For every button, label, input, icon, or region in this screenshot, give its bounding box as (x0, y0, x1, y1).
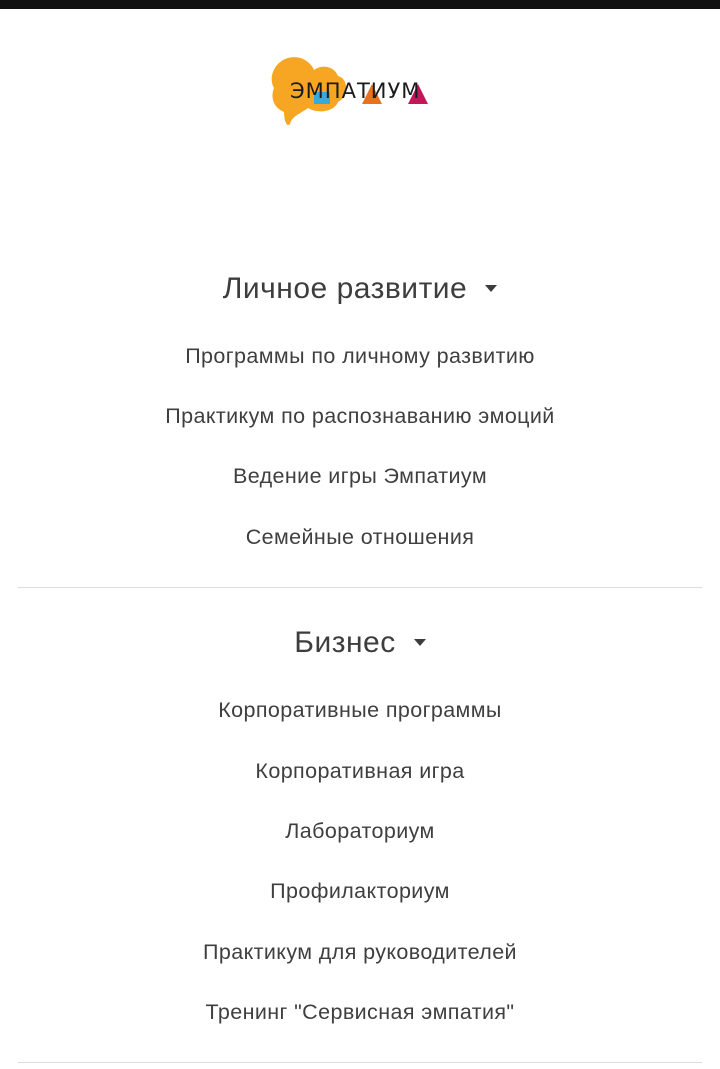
caret-down-icon (414, 639, 426, 646)
menu-item-empatium-game[interactable]: Ведение игры Эмпатиум (232, 464, 488, 488)
menu-item-corporate-programs[interactable]: Корпоративные программы (218, 698, 502, 722)
section-header-business[interactable] (0, 626, 720, 660)
menu-item-personal-programs[interactable]: Программы по личному развитию (185, 344, 535, 368)
menu-item-leaders-practicum[interactable]: Практикум для руководителей (203, 940, 517, 964)
caret-down-icon (485, 285, 497, 292)
section-header-personal[interactable] (0, 272, 720, 306)
section-divider (18, 587, 702, 588)
menu-item-laboratorium[interactable]: Лабораториум (285, 819, 435, 843)
menu-item-family-relations[interactable]: Семейные отношения (245, 525, 475, 549)
menu-item-emotion-practicum[interactable]: Практикум по распознаванию эмоций (165, 404, 555, 428)
logo-wordmark: ЭМПАТИУМ (290, 79, 421, 103)
brand-logo[interactable] (268, 56, 458, 130)
status-bar (0, 0, 720, 9)
section-title-personal: Личное развитие (222, 272, 468, 305)
menu-item-service-empathy-training[interactable]: Тренинг "Сервисная эмпатия" (205, 1000, 515, 1024)
section-title-business: Бизнес (294, 626, 396, 659)
section-divider (18, 1062, 702, 1063)
menu-item-corporate-game[interactable]: Корпоративная игра (255, 759, 465, 783)
menu-item-profilaktorium[interactable]: Профилакториум (270, 879, 450, 903)
